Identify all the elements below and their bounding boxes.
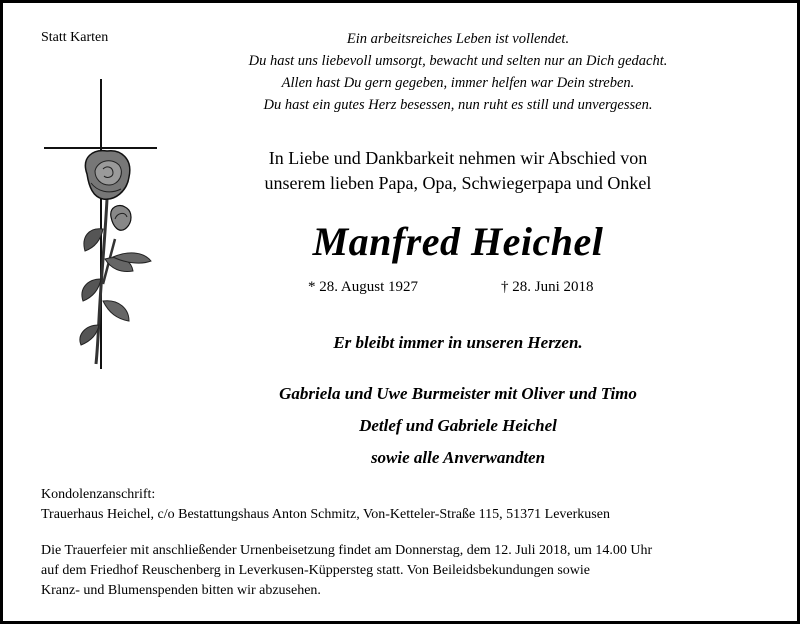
poem-line: Ein arbeitsreiches Leben ist vollendet. bbox=[346, 31, 570, 47]
ceremony-line: Kranz- und Blumenspenden bitten wir abzusehen. bbox=[41, 583, 321, 598]
mourner-line: Gabriela und Uwe Burmeister mit Oliver und Timo bbox=[279, 384, 637, 403]
statt-karten-label: Statt Karten bbox=[41, 30, 109, 45]
mourner-line: Detlef und Gabriele Heichel bbox=[359, 416, 557, 435]
poem bbox=[173, 28, 743, 116]
birth-date: * 28. August 1927 bbox=[308, 279, 419, 295]
mourner-line: sowie alle Anverwandten bbox=[370, 448, 546, 467]
ceremony-line: auf dem Friedhof Reuschenberg in Leverkusen-Küppersteg statt. Von Beileidsbekundungen sowie bbox=[41, 563, 590, 578]
poem-line: Du hast uns liebevoll umsorgt, bewacht und selten nur an Dich gedacht. bbox=[248, 53, 668, 69]
motto: Er bleibt immer in unseren Herzen. bbox=[333, 333, 583, 352]
condolence-address bbox=[41, 485, 610, 525]
intro-line: unserem lieben Papa, Opa, Schwiegerpapa und Onkel bbox=[264, 173, 652, 193]
poem-line: Du hast ein gutes Herz besessen, nun ruht es still und unvergessen. bbox=[263, 97, 653, 113]
ceremony-line: Die Trauerfeier mit anschließender Urnenbeisetzung findet am Donnerstag, dem 12. Juli 2018, um 14.00 Uhr bbox=[41, 543, 653, 558]
condolence-label: Kondolenzanschrift: bbox=[41, 487, 156, 502]
deceased-name: Manfred Heichel bbox=[312, 219, 604, 264]
intro-text bbox=[173, 146, 743, 196]
cross-with-rose-icon bbox=[41, 79, 171, 379]
poem-line: Allen hast Du gern gegeben, immer helfen war Dein streben. bbox=[281, 75, 635, 91]
ceremony-notice bbox=[41, 541, 771, 601]
death-date: † 28. Juni 2018 bbox=[501, 279, 594, 295]
condolence-address-line: Trauerhaus Heichel, c/o Bestattungshaus Anton Schmitz, Von-Ketteler-Straße 115, 51371 Leverkusen bbox=[41, 507, 610, 522]
mourners-list bbox=[173, 378, 743, 474]
intro-line: In Liebe und Dankbarkeit nehmen wir Abschied von bbox=[268, 148, 648, 168]
